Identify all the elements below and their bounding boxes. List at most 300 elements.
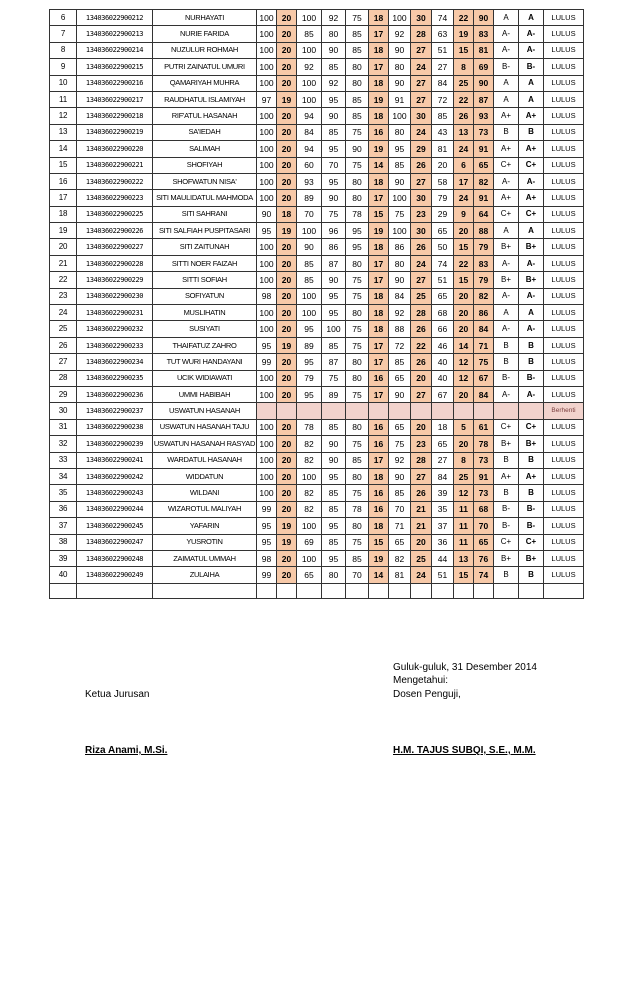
cell-task-score: 16 bbox=[369, 436, 389, 452]
cell-total: 69 bbox=[474, 59, 494, 75]
cell-final-exam: 84 bbox=[432, 75, 454, 91]
cell-total: 74 bbox=[474, 567, 494, 583]
cell-status: LULUS bbox=[544, 239, 584, 255]
cell-no: 31 bbox=[50, 419, 77, 435]
cell-total: 88 bbox=[474, 223, 494, 239]
empty-cell bbox=[153, 583, 257, 598]
cell-attendance-score: 20 bbox=[277, 354, 297, 370]
cell-nim: 134036022900229 bbox=[77, 272, 153, 288]
cell-attendance: 98 bbox=[257, 550, 277, 566]
cell-mid-exam: 92 bbox=[389, 452, 411, 468]
cell-task-2 bbox=[322, 403, 346, 419]
cell-grade: B+ bbox=[494, 272, 519, 288]
cell-task-score bbox=[369, 403, 389, 419]
cell-mid-score: 25 bbox=[411, 550, 432, 566]
cell-grade: B bbox=[494, 354, 519, 370]
cell-task-score: 19 bbox=[369, 223, 389, 239]
cell-task-2: 87 bbox=[322, 354, 346, 370]
cell-task-score: 14 bbox=[369, 157, 389, 173]
cell-final-exam: 40 bbox=[432, 354, 454, 370]
cell-attendance: 100 bbox=[257, 141, 277, 157]
cell-no: 17 bbox=[50, 190, 77, 206]
cell-name: USWATUN HASANAH TAJU bbox=[153, 419, 257, 435]
cell-final-score: 20 bbox=[454, 386, 474, 402]
cell-task-2: 85 bbox=[322, 337, 346, 353]
cell-total: 65 bbox=[474, 157, 494, 173]
cell-final-exam: 40 bbox=[432, 370, 454, 386]
cell-final-grade: A bbox=[519, 223, 544, 239]
cell-total: 70 bbox=[474, 518, 494, 534]
table-row bbox=[50, 550, 584, 566]
cell-grade: A bbox=[494, 305, 519, 321]
cell-task-3: 80 bbox=[346, 190, 369, 206]
cell-name: NURHAYATI bbox=[153, 10, 257, 26]
cell-mid-exam: 88 bbox=[389, 321, 411, 337]
cell-grade: A- bbox=[494, 386, 519, 402]
cell-mid-score: 20 bbox=[411, 534, 432, 550]
cell-task-1: 100 bbox=[297, 550, 322, 566]
cell-task-3: 85 bbox=[346, 26, 369, 42]
cell-task-2: 95 bbox=[322, 91, 346, 107]
cell-mid-exam: 65 bbox=[389, 534, 411, 550]
cell-final-exam: 29 bbox=[432, 206, 454, 222]
cell-task-3: 85 bbox=[346, 452, 369, 468]
cell-attendance: 100 bbox=[257, 255, 277, 271]
cell-task-3: 80 bbox=[346, 419, 369, 435]
cell-task-2: 85 bbox=[322, 501, 346, 517]
cell-task-1: 100 bbox=[297, 75, 322, 91]
cell-task-1: 92 bbox=[297, 59, 322, 75]
cell-final-score: 22 bbox=[454, 255, 474, 271]
cell-final-score: 6 bbox=[454, 157, 474, 173]
cell-no: 33 bbox=[50, 452, 77, 468]
cell-nim: 134036022900219 bbox=[77, 124, 153, 140]
cell-task-2: 95 bbox=[322, 468, 346, 484]
cell-mid-exam: 71 bbox=[389, 518, 411, 534]
cell-task-score: 19 bbox=[369, 141, 389, 157]
cell-name: USWATUN HASANAH RASYAD bbox=[153, 436, 257, 452]
cell-final-grade: B- bbox=[519, 59, 544, 75]
cell-task-score: 18 bbox=[369, 321, 389, 337]
cell-task-1: 85 bbox=[297, 255, 322, 271]
cell-task-2: 85 bbox=[322, 534, 346, 550]
cell-task-score: 17 bbox=[369, 354, 389, 370]
cell-final-score: 19 bbox=[454, 26, 474, 42]
cell-status: LULUS bbox=[544, 157, 584, 173]
cell-final-score bbox=[454, 403, 474, 419]
cell-mid-score: 28 bbox=[411, 26, 432, 42]
table-row bbox=[50, 190, 584, 206]
cell-task-1: 100 bbox=[297, 468, 322, 484]
cell-task-1: 60 bbox=[297, 157, 322, 173]
cell-name: YAFARIN bbox=[153, 518, 257, 534]
cell-status: LULUS bbox=[544, 288, 584, 304]
cell-no: 34 bbox=[50, 468, 77, 484]
cell-attendance: 100 bbox=[257, 386, 277, 402]
cell-attendance-score: 20 bbox=[277, 75, 297, 91]
cell-name: NURIE FARIDA bbox=[153, 26, 257, 42]
cell-final-exam: 51 bbox=[432, 42, 454, 58]
cell-mid-exam: 65 bbox=[389, 419, 411, 435]
cell-final-score: 5 bbox=[454, 419, 474, 435]
empty-cell bbox=[544, 583, 584, 598]
cell-final-exam: 79 bbox=[432, 190, 454, 206]
cell-attendance-score: 20 bbox=[277, 468, 297, 484]
cell-no: 25 bbox=[50, 321, 77, 337]
cell-nim: 134036022900223 bbox=[77, 190, 153, 206]
cell-nim: 134036022900227 bbox=[77, 239, 153, 255]
cell-mid-exam: 72 bbox=[389, 337, 411, 353]
table-row bbox=[50, 42, 584, 58]
cell-mid-score: 24 bbox=[411, 255, 432, 271]
cell-final-exam: 68 bbox=[432, 305, 454, 321]
cell-status: LULUS bbox=[544, 42, 584, 58]
cell-mid-exam: 91 bbox=[389, 91, 411, 107]
cell-name: THAIFATUZ ZAHRO bbox=[153, 337, 257, 353]
cell-final-grade: A+ bbox=[519, 141, 544, 157]
cell-mid-score: 27 bbox=[411, 272, 432, 288]
empty-cell bbox=[322, 583, 346, 598]
cell-task-2: 92 bbox=[322, 75, 346, 91]
cell-mid-exam: 95 bbox=[389, 141, 411, 157]
cell-attendance: 100 bbox=[257, 485, 277, 501]
cell-task-3: 85 bbox=[346, 42, 369, 58]
cell-attendance-score: 20 bbox=[277, 550, 297, 566]
table-row bbox=[50, 91, 584, 107]
cell-task-score: 17 bbox=[369, 337, 389, 353]
cell-nim: 134036022900215 bbox=[77, 59, 153, 75]
cell-no: 40 bbox=[50, 567, 77, 583]
cell-status: LULUS bbox=[544, 173, 584, 189]
table-row bbox=[50, 223, 584, 239]
cell-no: 22 bbox=[50, 272, 77, 288]
cell-no: 39 bbox=[50, 550, 77, 566]
cell-final-grade: B bbox=[519, 337, 544, 353]
cell-final-exam: 51 bbox=[432, 272, 454, 288]
cell-final-score: 22 bbox=[454, 91, 474, 107]
table-row bbox=[50, 534, 584, 550]
cell-name: WARDATUL HASANAH bbox=[153, 452, 257, 468]
cell-nim: 134036022900235 bbox=[77, 370, 153, 386]
cell-task-2: 85 bbox=[322, 485, 346, 501]
cell-task-3: 75 bbox=[346, 534, 369, 550]
cell-nim: 134036022900233 bbox=[77, 337, 153, 353]
cell-task-2: 75 bbox=[322, 370, 346, 386]
cell-nim: 134036022900247 bbox=[77, 534, 153, 550]
table-row bbox=[50, 321, 584, 337]
cell-grade: B+ bbox=[494, 436, 519, 452]
cell-nim: 134036022900225 bbox=[77, 206, 153, 222]
cell-no: 26 bbox=[50, 337, 77, 353]
cell-final-score: 17 bbox=[454, 173, 474, 189]
cell-final-grade: C+ bbox=[519, 419, 544, 435]
cell-task-3: 85 bbox=[346, 550, 369, 566]
cell-name: NUZULUR ROHMAH bbox=[153, 42, 257, 58]
cell-attendance: 100 bbox=[257, 108, 277, 124]
cell-task-2: 95 bbox=[322, 288, 346, 304]
cell-no: 14 bbox=[50, 141, 77, 157]
cell-grade: C+ bbox=[494, 206, 519, 222]
right-signer-title: Dosen Penguji, bbox=[393, 689, 461, 700]
cell-task-score: 17 bbox=[369, 452, 389, 468]
table-row bbox=[50, 501, 584, 517]
cell-final-grade: B bbox=[519, 567, 544, 583]
cell-task-1: 100 bbox=[297, 10, 322, 26]
cell-attendance: 100 bbox=[257, 452, 277, 468]
cell-no: 35 bbox=[50, 485, 77, 501]
cell-grade: B bbox=[494, 337, 519, 353]
table-row bbox=[50, 518, 584, 534]
table-row bbox=[50, 157, 584, 173]
table-row bbox=[50, 436, 584, 452]
cell-final-score: 15 bbox=[454, 567, 474, 583]
cell-no: 36 bbox=[50, 501, 77, 517]
cell-task-score: 17 bbox=[369, 59, 389, 75]
cell-mid-exam: 75 bbox=[389, 206, 411, 222]
cell-task-1: 90 bbox=[297, 239, 322, 255]
cell-final-exam: 81 bbox=[432, 141, 454, 157]
cell-mid-exam: 81 bbox=[389, 567, 411, 583]
left-signer-title: Ketua Jurusan bbox=[85, 689, 150, 700]
cell-grade: A- bbox=[494, 173, 519, 189]
cell-attendance-score: 20 bbox=[277, 272, 297, 288]
cell-name: TUT WURI HANDAYANI bbox=[153, 354, 257, 370]
cell-mid-score: 26 bbox=[411, 157, 432, 173]
cell-task-1: 95 bbox=[297, 386, 322, 402]
cell-nim: 134036022900234 bbox=[77, 354, 153, 370]
cell-name: USWATUN HASANAH bbox=[153, 403, 257, 419]
cell-mid-exam: 100 bbox=[389, 190, 411, 206]
cell-grade: B- bbox=[494, 518, 519, 534]
cell-final-score: 25 bbox=[454, 75, 474, 91]
cell-grade: B- bbox=[494, 370, 519, 386]
cell-status: LULUS bbox=[544, 567, 584, 583]
cell-final-score: 20 bbox=[454, 436, 474, 452]
cell-attendance: 95 bbox=[257, 518, 277, 534]
cell-attendance: 100 bbox=[257, 75, 277, 91]
cell-final-grade: A- bbox=[519, 255, 544, 271]
cell-task-1: 95 bbox=[297, 354, 322, 370]
cell-task-1: 78 bbox=[297, 419, 322, 435]
table-row bbox=[50, 59, 584, 75]
table-row bbox=[50, 255, 584, 271]
cell-task-score: 18 bbox=[369, 468, 389, 484]
cell-status: LULUS bbox=[544, 190, 584, 206]
cell-nim: 134036022900236 bbox=[77, 386, 153, 402]
empty-cell bbox=[77, 583, 153, 598]
cell-task-score: 18 bbox=[369, 239, 389, 255]
cell-final-score: 12 bbox=[454, 485, 474, 501]
cell-task-2: 95 bbox=[322, 550, 346, 566]
cell-final-exam: 66 bbox=[432, 321, 454, 337]
cell-task-3: 75 bbox=[346, 485, 369, 501]
cell-total: 64 bbox=[474, 206, 494, 222]
cell-final-score: 8 bbox=[454, 59, 474, 75]
cell-task-1: 82 bbox=[297, 436, 322, 452]
cell-task-score: 17 bbox=[369, 255, 389, 271]
cell-task-1: 79 bbox=[297, 370, 322, 386]
cell-status: LULUS bbox=[544, 337, 584, 353]
cell-final-exam: 46 bbox=[432, 337, 454, 353]
cell-nim: 134036022900237 bbox=[77, 403, 153, 419]
cell-final-grade: A- bbox=[519, 288, 544, 304]
empty-cell bbox=[277, 583, 297, 598]
cell-no: 29 bbox=[50, 386, 77, 402]
cell-status: Berhenti bbox=[544, 403, 584, 419]
cell-nim: 134036022900244 bbox=[77, 501, 153, 517]
cell-final-score: 11 bbox=[454, 518, 474, 534]
cell-task-2: 90 bbox=[322, 42, 346, 58]
cell-total: 76 bbox=[474, 550, 494, 566]
cell-nim: 134036022900226 bbox=[77, 223, 153, 239]
cell-mid-exam: 82 bbox=[389, 550, 411, 566]
cell-task-3: 90 bbox=[346, 141, 369, 157]
table-row bbox=[50, 206, 584, 222]
cell-mid-score: 26 bbox=[411, 354, 432, 370]
cell-attendance: 100 bbox=[257, 239, 277, 255]
cell-mid-exam: 90 bbox=[389, 386, 411, 402]
cell-grade: C+ bbox=[494, 534, 519, 550]
cell-status: LULUS bbox=[544, 255, 584, 271]
cell-mid-score: 27 bbox=[411, 91, 432, 107]
cell-status: LULUS bbox=[544, 75, 584, 91]
cell-task-3: 95 bbox=[346, 223, 369, 239]
cell-attendance-score: 19 bbox=[277, 534, 297, 550]
left-signer-name: Riza Anami, M.Si. bbox=[85, 745, 168, 756]
table-row bbox=[50, 26, 584, 42]
cell-attendance-score: 19 bbox=[277, 223, 297, 239]
cell-status: LULUS bbox=[544, 10, 584, 26]
cell-attendance: 95 bbox=[257, 337, 277, 353]
cell-total: 65 bbox=[474, 534, 494, 550]
cell-status: LULUS bbox=[544, 321, 584, 337]
cell-attendance: 95 bbox=[257, 223, 277, 239]
cell-final-grade bbox=[519, 403, 544, 419]
cell-task-score: 16 bbox=[369, 501, 389, 517]
cell-grade: A bbox=[494, 75, 519, 91]
cell-total: 61 bbox=[474, 419, 494, 435]
table-row bbox=[50, 108, 584, 124]
cell-task-1: 100 bbox=[297, 288, 322, 304]
cell-final-grade: B- bbox=[519, 518, 544, 534]
cell-attendance: 100 bbox=[257, 468, 277, 484]
cell-attendance-score: 20 bbox=[277, 239, 297, 255]
cell-grade: A- bbox=[494, 288, 519, 304]
cell-task-3: 75 bbox=[346, 157, 369, 173]
cell-total: 81 bbox=[474, 42, 494, 58]
cell-final-score: 14 bbox=[454, 337, 474, 353]
cell-final-score: 12 bbox=[454, 370, 474, 386]
cell-task-1: 85 bbox=[297, 272, 322, 288]
cell-final-exam: 84 bbox=[432, 468, 454, 484]
cell-task-3: 80 bbox=[346, 173, 369, 189]
cell-mid-score: 27 bbox=[411, 173, 432, 189]
cell-task-score: 16 bbox=[369, 124, 389, 140]
cell-no: 10 bbox=[50, 75, 77, 91]
cell-final-exam: 44 bbox=[432, 550, 454, 566]
cell-final-exam: 65 bbox=[432, 436, 454, 452]
cell-no: 6 bbox=[50, 10, 77, 26]
cell-nim: 134036022900221 bbox=[77, 157, 153, 173]
cell-total: 84 bbox=[474, 321, 494, 337]
cell-task-2: 90 bbox=[322, 452, 346, 468]
cell-grade: A- bbox=[494, 26, 519, 42]
cell-status: LULUS bbox=[544, 534, 584, 550]
cell-task-score: 15 bbox=[369, 534, 389, 550]
cell-total: 73 bbox=[474, 452, 494, 468]
cell-attendance: 100 bbox=[257, 26, 277, 42]
empty-cell bbox=[369, 583, 389, 598]
cell-task-3: 75 bbox=[346, 337, 369, 353]
cell-task-3: 80 bbox=[346, 59, 369, 75]
cell-final-score: 9 bbox=[454, 206, 474, 222]
cell-nim: 134036022900241 bbox=[77, 452, 153, 468]
cell-final-grade: A bbox=[519, 305, 544, 321]
cell-attendance-score: 18 bbox=[277, 206, 297, 222]
cell-grade: B bbox=[494, 485, 519, 501]
cell-task-2: 85 bbox=[322, 124, 346, 140]
cell-nim: 134036022900230 bbox=[77, 288, 153, 304]
cell-final-score: 20 bbox=[454, 305, 474, 321]
cell-attendance: 100 bbox=[257, 436, 277, 452]
cell-task-1: 70 bbox=[297, 206, 322, 222]
cell-status: LULUS bbox=[544, 206, 584, 222]
cell-attendance: 100 bbox=[257, 190, 277, 206]
table-row bbox=[50, 419, 584, 435]
cell-name: MUSLIHATIN bbox=[153, 305, 257, 321]
cell-mid-score: 20 bbox=[411, 419, 432, 435]
cell-mid-exam bbox=[389, 403, 411, 419]
cell-task-1: 82 bbox=[297, 501, 322, 517]
cell-final-score: 11 bbox=[454, 501, 474, 517]
cell-final-exam: 39 bbox=[432, 485, 454, 501]
cell-grade: A+ bbox=[494, 108, 519, 124]
cell-task-2: 80 bbox=[322, 26, 346, 42]
cell-mid-score: 30 bbox=[411, 10, 432, 26]
cell-task-2: 80 bbox=[322, 567, 346, 583]
cell-final-score: 25 bbox=[454, 468, 474, 484]
cell-final-exam: 65 bbox=[432, 223, 454, 239]
cell-total: 90 bbox=[474, 10, 494, 26]
cell-task-score: 18 bbox=[369, 518, 389, 534]
cell-task-1: 82 bbox=[297, 485, 322, 501]
cell-attendance-score: 19 bbox=[277, 91, 297, 107]
empty-row bbox=[50, 583, 584, 598]
cell-attendance-score: 20 bbox=[277, 59, 297, 75]
cell-total: 73 bbox=[474, 485, 494, 501]
cell-task-2: 100 bbox=[322, 321, 346, 337]
cell-task-1: 100 bbox=[297, 305, 322, 321]
cell-attendance: 100 bbox=[257, 59, 277, 75]
table-row bbox=[50, 354, 584, 370]
cell-final-exam: 36 bbox=[432, 534, 454, 550]
cell-attendance-score: 20 bbox=[277, 436, 297, 452]
cell-mid-score: 28 bbox=[411, 305, 432, 321]
cell-status: LULUS bbox=[544, 272, 584, 288]
cell-attendance-score: 20 bbox=[277, 108, 297, 124]
cell-final-exam: 85 bbox=[432, 108, 454, 124]
cell-task-2: 95 bbox=[322, 518, 346, 534]
cell-final-grade: B bbox=[519, 485, 544, 501]
cell-name: SITI MAULIDATUL MAHMODA bbox=[153, 190, 257, 206]
cell-attendance: 100 bbox=[257, 10, 277, 26]
cell-task-3: 80 bbox=[346, 354, 369, 370]
cell-name: SITTI NOER FAIZAH bbox=[153, 255, 257, 271]
cell-status: LULUS bbox=[544, 550, 584, 566]
cell-nim: 134036022900242 bbox=[77, 468, 153, 484]
cell-grade bbox=[494, 403, 519, 419]
cell-grade: A- bbox=[494, 255, 519, 271]
